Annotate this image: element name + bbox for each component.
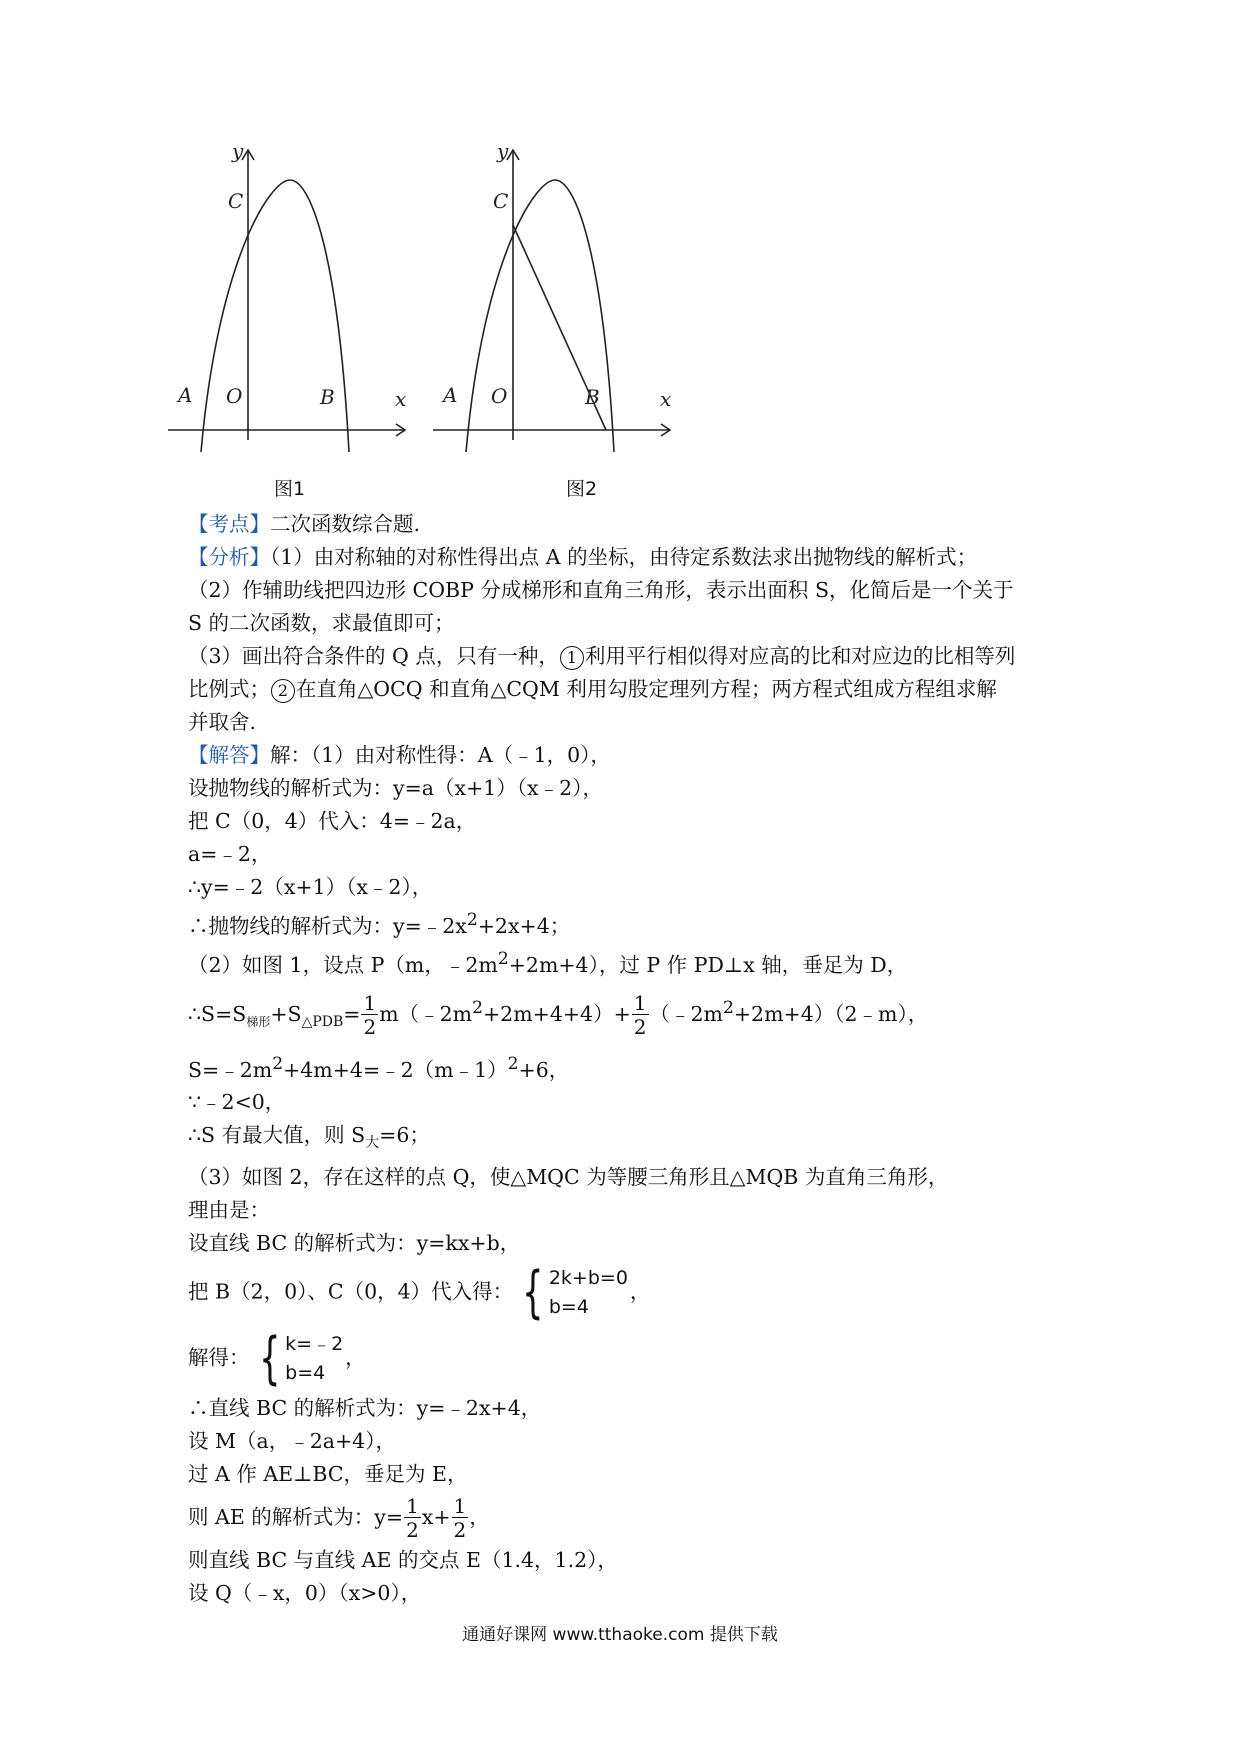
fenxi-tag: 【分析】 bbox=[188, 545, 270, 569]
jieda-text-16b: ， bbox=[345, 1345, 366, 1369]
brace-icon: { bbox=[258, 1325, 281, 1391]
fenxi-line-6: 并取舍. bbox=[188, 710, 257, 734]
jieda-text-20b: x+ bbox=[421, 1504, 451, 1529]
jieda-tag: 【解答】 bbox=[188, 743, 270, 767]
jieda-text-8a: ∴S=S bbox=[188, 1001, 247, 1026]
jieda-text-9a: S=﹣2m bbox=[188, 1057, 273, 1082]
fraction bbox=[632, 990, 649, 1039]
fenxi-line-4 bbox=[188, 640, 1068, 673]
system-row: 2k+b=0 bbox=[548, 1266, 628, 1289]
subscript: △PDB bbox=[301, 1013, 344, 1030]
jieda-line-19: 过 A 作 AE⊥BC，垂足为 E， bbox=[188, 1461, 468, 1486]
jieda-line-9 bbox=[188, 1048, 1068, 1087]
fraction bbox=[361, 990, 378, 1039]
jieda-line-7 bbox=[188, 943, 1068, 982]
parabola bbox=[466, 180, 614, 452]
exponent: 2 bbox=[497, 948, 509, 969]
jieda-line-10: ∵﹣2<0， bbox=[188, 1090, 286, 1115]
exponent: 2 bbox=[466, 910, 478, 930]
fraction bbox=[452, 1496, 469, 1540]
jieda-line-20 bbox=[188, 1491, 1068, 1545]
system-row: b=4 bbox=[548, 1295, 589, 1318]
jieda-text-15a: 把 B（2，0）、C（0，4）代入得： bbox=[188, 1279, 514, 1303]
exponent: 2 bbox=[472, 997, 483, 1018]
circled-one: 1 bbox=[560, 646, 584, 670]
jieda-text-1: 解：（1）由对称性得：A（﹣1，0）， bbox=[270, 743, 611, 767]
exponent: 2 bbox=[722, 997, 734, 1018]
fenxi-text-5b: 在直角△OCQ 和直角△CQM 利用勾股定理列方程；两方程式组成方程组求解 bbox=[296, 677, 997, 701]
x-label: x bbox=[395, 387, 407, 411]
jieda-text-6b: +2x+4； bbox=[477, 913, 571, 938]
kaodian-tag: 【考点】 bbox=[188, 512, 270, 536]
jieda-line-12: （3）如图 2，存在这样的点 Q，使△MQC 为等腰三角形且△MQB 为直角三角形， bbox=[188, 1164, 949, 1189]
jieda-text-11a: ∴S 有最大值，则 S bbox=[188, 1123, 366, 1148]
jieda-text-20a: 则 AE 的解析式为：y= bbox=[188, 1504, 404, 1529]
fenxi-line-3: S 的二次函数，求最值即可； bbox=[188, 611, 455, 635]
numerator: 1 bbox=[453, 1494, 467, 1518]
figure-1-caption: 图1 bbox=[274, 478, 306, 500]
fenxi-line-5 bbox=[188, 673, 1068, 706]
jieda-text-7a: （2）如图 1，设点 P（m，﹣2m bbox=[188, 952, 498, 977]
exponent: 2 bbox=[272, 1053, 284, 1074]
denominator: 2 bbox=[363, 1014, 377, 1039]
jieda-text-6a: ∴抛物线的解析式为：y=﹣2x bbox=[188, 913, 467, 938]
denominator: 2 bbox=[453, 1518, 467, 1542]
jieda-text-11b: =6； bbox=[379, 1123, 430, 1148]
figure-1-graph bbox=[160, 140, 460, 460]
fenxi-line-1 bbox=[188, 541, 1068, 574]
jieda-line-18: 设 M（a，﹣2a+4）， bbox=[188, 1428, 396, 1453]
denominator: 2 bbox=[406, 1518, 419, 1542]
jieda-text-8e: +2m+4+4）+ bbox=[482, 1001, 631, 1026]
figure-2-graph bbox=[425, 140, 725, 460]
jieda-line-13: 理由是： bbox=[188, 1197, 270, 1222]
jieda-text-8b: +S bbox=[270, 1001, 302, 1026]
jieda-text-9b: +4m+4=﹣2（m﹣1） bbox=[283, 1057, 508, 1082]
jieda-line-6 bbox=[188, 904, 1068, 943]
jieda-line-5: ∴y=﹣2（x+1）（x﹣2）， bbox=[188, 875, 433, 899]
jieda-line-21: 则直线 BC 与直线 AE 的交点 E（1.4，1.2）， bbox=[188, 1548, 618, 1572]
jieda-text-8f: （﹣2m bbox=[649, 1001, 723, 1026]
jieda-line-14: 设直线 BC 的解析式为：y=kx+b， bbox=[188, 1230, 521, 1255]
fenxi-text-4b: 利用平行相似得对应高的比和对应边的比相等列 bbox=[584, 644, 1016, 668]
o-label: O bbox=[491, 384, 508, 408]
subscript: 梯形 bbox=[246, 1014, 271, 1029]
jieda-line-8 bbox=[188, 982, 1068, 1048]
fenxi-text-1: （1）由对称轴的对称性得出点 A 的坐标，由待定系数法求出抛物线的解析式； bbox=[270, 545, 978, 569]
x-label: x bbox=[660, 387, 672, 411]
jieda-text-8g: +2m+4）（2﹣m）， bbox=[733, 1001, 929, 1026]
fenxi-text-4a: （3）画出符合条件的 Q 点，只有一种， bbox=[188, 644, 559, 668]
system-row: k=﹣2 bbox=[285, 1332, 344, 1355]
brace-icon: { bbox=[522, 1259, 544, 1325]
c-label: C bbox=[493, 189, 509, 213]
c-label: C bbox=[228, 189, 244, 213]
fenxi-line-2: （2）作辅助线把四边形 COBP 分成梯形和直角三角形，表示出面积 S，化简后是一个关于 bbox=[188, 578, 1014, 602]
jieda-line-4: a=﹣2， bbox=[188, 842, 272, 866]
jieda-text-16a: 解得： bbox=[188, 1345, 250, 1369]
numerator: 1 bbox=[363, 990, 377, 1015]
o-label: O bbox=[226, 384, 243, 408]
circled-two: 2 bbox=[271, 679, 295, 703]
y-label: y bbox=[497, 140, 509, 163]
kaodian-text: 二次函数综合题. bbox=[270, 512, 421, 536]
jieda-text-8d: m（﹣2m bbox=[379, 1001, 473, 1026]
jieda-line-3: 把 C（0，4）代入：4=﹣2a， bbox=[188, 809, 477, 833]
fenxi-text-5a: 比例式； bbox=[188, 677, 270, 701]
equation-system-1 bbox=[515, 1259, 628, 1325]
jieda-line-11 bbox=[188, 1119, 1068, 1160]
jieda-line-16 bbox=[188, 1326, 1068, 1392]
jieda-text-15b: ， bbox=[629, 1279, 651, 1303]
fraction bbox=[404, 1496, 421, 1540]
parabola bbox=[201, 180, 349, 452]
jieda-text-9c: +6， bbox=[518, 1057, 570, 1082]
b-label: B bbox=[320, 385, 335, 409]
subscript: 大 bbox=[365, 1135, 380, 1152]
page-footer: 通通好课网 www.tthaoke.com 提供下载 bbox=[462, 1625, 778, 1645]
figure-1 bbox=[160, 140, 460, 460]
jieda-line-2: 设抛物线的解析式为：y=a（x+1）（x﹣2）， bbox=[188, 776, 603, 800]
system-row: b=4 bbox=[285, 1361, 326, 1384]
jieda-text-20c: ， bbox=[469, 1504, 490, 1529]
kaodian-line bbox=[188, 508, 1068, 541]
figure-2 bbox=[425, 140, 725, 460]
jieda-line-1 bbox=[188, 739, 1068, 772]
jieda-text-8c: = bbox=[343, 1001, 361, 1026]
b-label: B bbox=[585, 385, 600, 409]
equation-system-2 bbox=[252, 1325, 344, 1391]
figure-2-caption: 图2 bbox=[566, 478, 598, 500]
jieda-line-22: 设 Q（﹣x，0）（x>0）， bbox=[188, 1581, 422, 1605]
exponent: 2 bbox=[507, 1053, 519, 1074]
numerator: 1 bbox=[406, 1494, 419, 1518]
jieda-text-7b: +2m+4），过 P 作 PD⊥x 轴，垂足为 D， bbox=[508, 952, 908, 977]
a-label: A bbox=[443, 383, 458, 407]
numerator: 1 bbox=[633, 990, 647, 1015]
y-label: y bbox=[232, 140, 244, 163]
jieda-line-17: ∴直线 BC 的解析式为：y=﹣2x+4， bbox=[188, 1395, 542, 1420]
denominator: 2 bbox=[633, 1014, 647, 1039]
jieda-line-15 bbox=[188, 1260, 1068, 1326]
a-label: A bbox=[178, 383, 193, 407]
solution-text bbox=[188, 508, 1068, 1610]
